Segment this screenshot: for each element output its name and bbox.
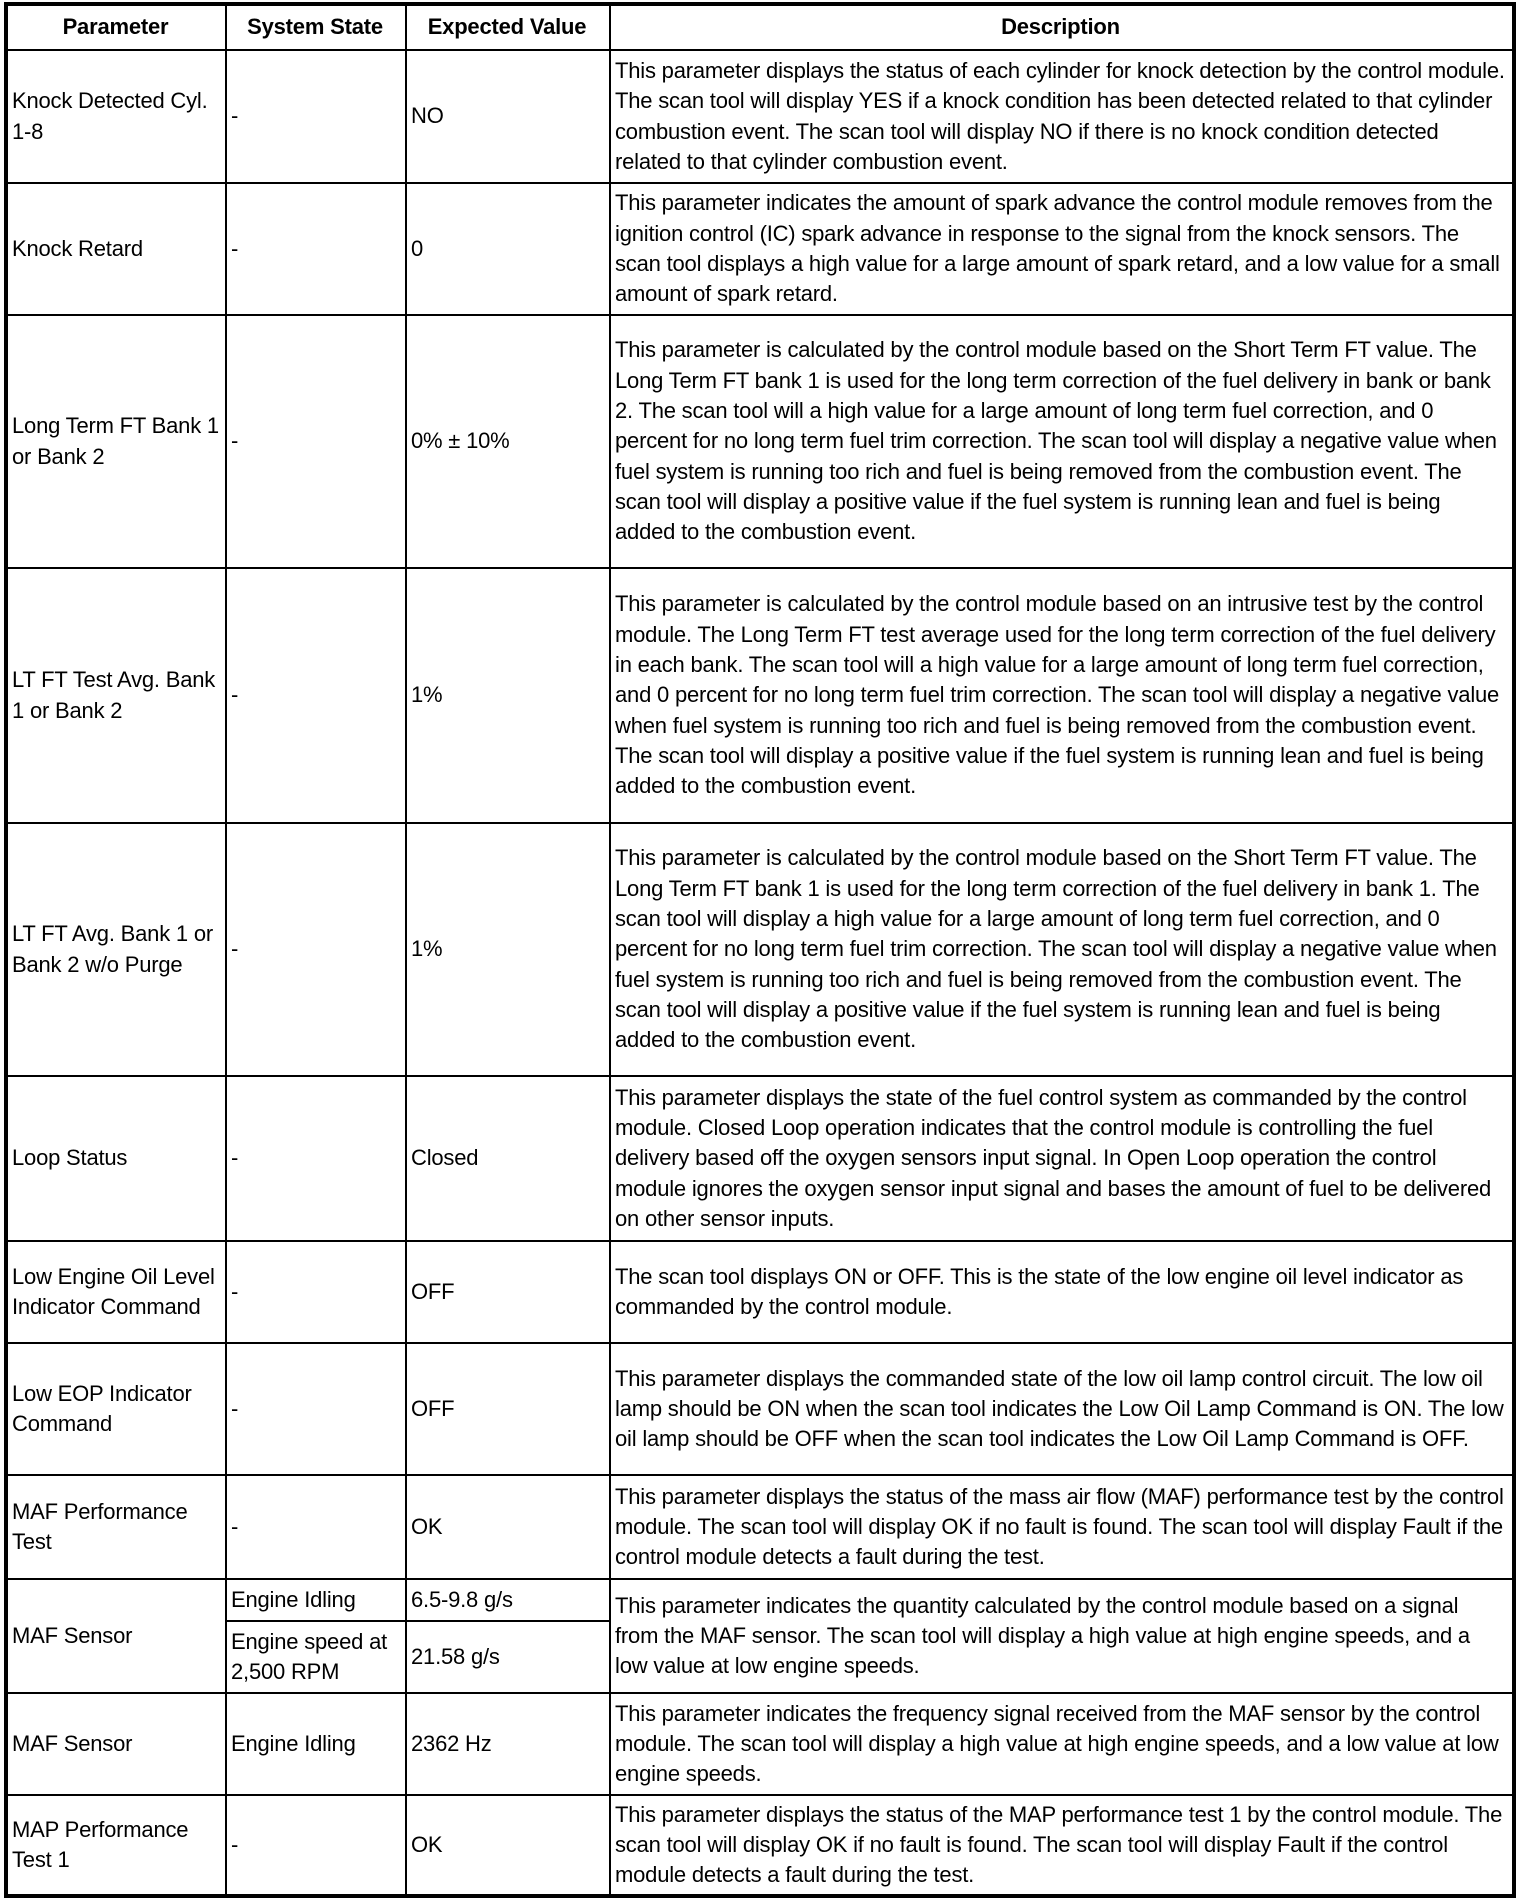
system-state-cell: Engine speed at 2,500 RPM [226, 1621, 406, 1693]
system-state-cell: - [226, 50, 406, 183]
description-cell: This parameter displays the status of the mass air flow (MAF) performance test by the control module. The scan tool will display OK if no fault is found. The scan tool will display Fault if the control module detects a fault during the test. [610, 1475, 1514, 1579]
parameter-cell: MAP Performance Test 1 [6, 1795, 226, 1896]
parameter-cell: LT FT Avg. Bank 1 or Bank 2 w/o Purge [6, 823, 226, 1076]
description-cell: This parameter displays the commanded state of the low oil lamp control circuit. The low oil lamp should be ON when the scan tool indicates the Low Oil Lamp Command is ON. The low oil lamp should be OFF when the scan tool indicates the Low Oil Lamp Command is OFF. [610, 1343, 1514, 1475]
parameter-cell: MAF Sensor [6, 1579, 226, 1693]
system-state-cell: - [226, 315, 406, 568]
system-state-cell: - [226, 1795, 406, 1896]
expected-value-cell: 0% ± 10% [406, 315, 610, 568]
table-row [6, 1241, 1514, 1343]
expected-value-cell: OFF [406, 1241, 610, 1343]
description-cell: This parameter is calculated by the control module based on the Short Term FT value. The Long Term FT bank 1 is used for the long term correction of the fuel delivery in bank or bank 2. The scan tool will a high value for a large amount of long term fuel correction, and 0 percent for no long term fuel trim correction. The scan tool will display a negative value when fuel system is running too rich and fuel is being removed from the combustion event. The scan tool will display a positive value if the fuel system is running lean and fuel is being added to the combustion event. [610, 315, 1514, 568]
table-row [6, 1343, 1514, 1475]
description-cell: The scan tool displays ON or OFF. This is the state of the low engine oil level indicator as commanded by the control module. [610, 1241, 1514, 1343]
expected-value-cell: OFF [406, 1343, 610, 1475]
header-system-state: System State [226, 4, 406, 50]
system-state-cell: - [226, 183, 406, 315]
expected-value-cell: 2362 Hz [406, 1693, 610, 1795]
table-row [6, 1475, 1514, 1579]
description-cell: This parameter displays the state of the fuel control system as commanded by the control module. Closed Loop operation indicates that the control module is controlling the fuel delivery based off the oxygen sensors input signal. In Open Loop operation the control module ignores the oxygen sensor input signal and bases the amount of fuel to be delivered on other sensor inputs. [610, 1076, 1514, 1241]
table-row [6, 315, 1514, 568]
header-row [6, 4, 1514, 50]
parameter-cell: LT FT Test Avg. Bank 1 or Bank 2 [6, 568, 226, 823]
parameter-cell: MAF Performance Test [6, 1475, 226, 1579]
system-state-cell: Engine Idling [226, 1579, 406, 1621]
table-row [6, 50, 1514, 183]
description-cell: This parameter displays the status of the MAP performance test 1 by the control module. The scan tool will display OK if no fault is found. The scan tool will display Fault if the control module detects a fault during the test. [610, 1795, 1514, 1896]
expected-value-cell: Closed [406, 1076, 610, 1241]
description-cell: This parameter indicates the amount of spark advance the control module removes from the ignition control (IC) spark advance in response to the signal from the knock sensors. The scan tool displays a high value for a large amount of spark retard, and a low value for a small amount of spark retard. [610, 183, 1514, 315]
expected-value-cell: NO [406, 50, 610, 183]
expected-value-cell: OK [406, 1475, 610, 1579]
table-row [6, 1076, 1514, 1241]
system-state-cell: - [226, 1475, 406, 1579]
parameter-cell: Knock Retard [6, 183, 226, 315]
description-cell: This parameter displays the status of each cylinder for knock detection by the control module. The scan tool will display YES if a knock condition has been detected related to that cylinder combustion event. The scan tool will display NO if there is no knock condition detected related to that cylinder combustion event. [610, 50, 1514, 183]
expected-value-cell: 0 [406, 183, 610, 315]
parameter-table [4, 2, 1516, 1898]
header-expected-value: Expected Value [406, 4, 610, 50]
table-row [6, 568, 1514, 823]
description-cell: This parameter is calculated by the control module based on the Short Term FT value. The Long Term FT bank 1 is used for the long term correction of the fuel delivery in bank 1. The scan tool will display a high value for a large amount of long term fuel correction, and 0 percent for no long term fuel trim correction. The scan tool will display a negative value when fuel system is running too rich and fuel is being removed from the combustion event. The scan tool will display a positive value if the fuel system is running lean and fuel is being added to the combustion event. [610, 823, 1514, 1076]
description-cell: This parameter is calculated by the control module based on an intrusive test by the control module. The Long Term FT test average used for the long term correction of the fuel delivery in each bank. The scan tool will a high value for a large amount of long term fuel correction, and 0 percent for no long term fuel trim correction. The scan tool will display a negative value when fuel system is running too rich and fuel is being removed from the combustion event. The scan tool will display a positive value if the fuel system is running lean and fuel is being added to the combustion event. [610, 568, 1514, 823]
expected-value-cell: OK [406, 1795, 610, 1896]
system-state-cell: - [226, 568, 406, 823]
parameter-cell: MAF Sensor [6, 1693, 226, 1795]
parameter-cell: Loop Status [6, 1076, 226, 1241]
parameter-cell: Low Engine Oil Level Indicator Command [6, 1241, 226, 1343]
table-row [6, 1579, 1514, 1621]
parameter-cell: Long Term FT Bank 1 or Bank 2 [6, 315, 226, 568]
system-state-cell: - [226, 823, 406, 1076]
table-row [6, 1795, 1514, 1896]
description-cell: This parameter indicates the frequency signal received from the MAF sensor by the control module. The scan tool will display a high value at high engine speeds, and a low value at low engine speeds. [610, 1693, 1514, 1795]
system-state-cell: Engine Idling [226, 1693, 406, 1795]
expected-value-cell: 6.5-9.8 g/s [406, 1579, 610, 1621]
system-state-cell: - [226, 1076, 406, 1241]
expected-value-cell: 1% [406, 823, 610, 1076]
table-row [6, 183, 1514, 315]
header-description: Description [610, 4, 1514, 50]
expected-value-cell: 1% [406, 568, 610, 823]
description-cell: This parameter indicates the quantity calculated by the control module based on a signal from the MAF sensor. The scan tool will display a high value at high engine speeds, and a low value at low engine speeds. [610, 1579, 1514, 1693]
header-parameter: Parameter [6, 4, 226, 50]
system-state-cell: - [226, 1241, 406, 1343]
table-row [6, 1693, 1514, 1795]
parameter-cell: Low EOP Indicator Command [6, 1343, 226, 1475]
expected-value-cell: 21.58 g/s [406, 1621, 610, 1693]
parameter-cell: Knock Detected Cyl. 1-8 [6, 50, 226, 183]
system-state-cell: - [226, 1343, 406, 1475]
table-row [6, 823, 1514, 1076]
